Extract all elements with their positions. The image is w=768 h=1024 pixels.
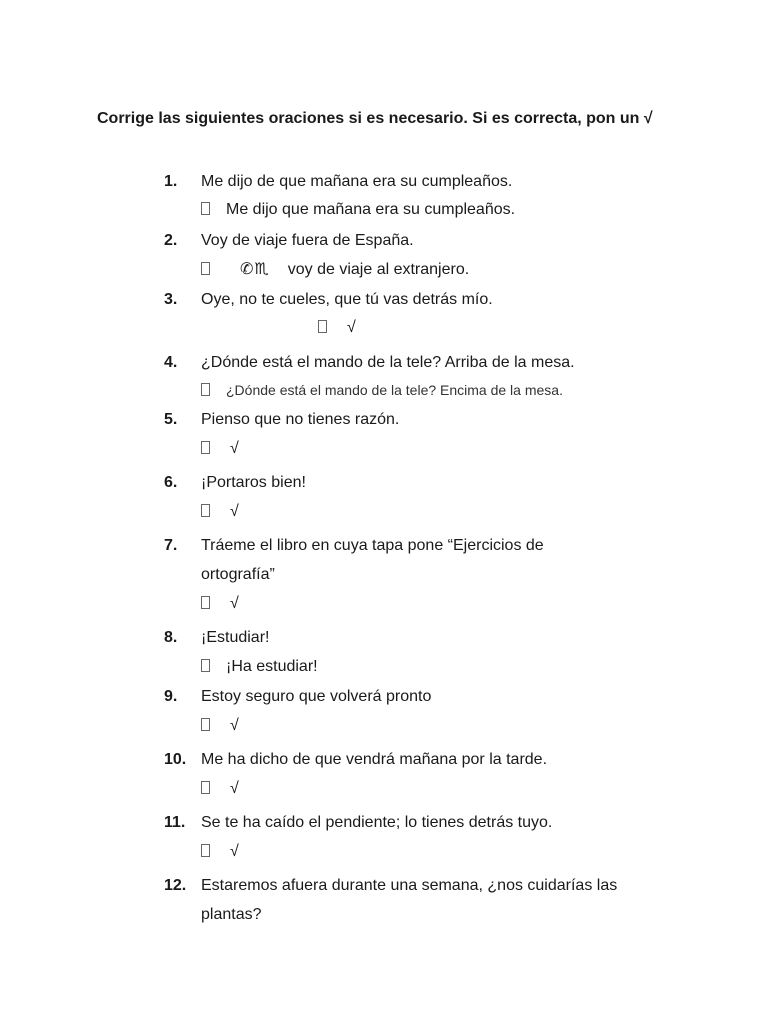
- checkbox-icon: [201, 383, 210, 396]
- checkbox-icon: [201, 262, 210, 275]
- item-answer: [318, 316, 356, 340]
- item-sentence: Tráeme el libro en cuya tapa pone “Ejercicios de ortografía”: [201, 537, 544, 583]
- answer-text: ¡Ha estudiar!: [226, 658, 318, 675]
- item-sentence: Oye, no te cueles, que tú vas detrás mío.: [201, 291, 493, 308]
- item-number: 1.: [164, 173, 178, 190]
- checkbox-icon: [318, 320, 327, 333]
- item-sentence: Me ha dicho de que vendrá mañana por la tarde.: [201, 751, 548, 768]
- check-mark: √: [230, 595, 239, 612]
- item-sentence: ¡Portaros bien!: [201, 474, 306, 491]
- checkbox-icon: [201, 441, 210, 454]
- item-answer: [201, 777, 239, 801]
- item-answer: [201, 500, 239, 524]
- item-sentence: Pienso que no tienes razón.: [201, 411, 400, 428]
- item-number: 4.: [164, 354, 178, 371]
- checkbox-icon: [201, 718, 210, 731]
- checkbox-icon: [201, 844, 210, 857]
- item-answer: [201, 840, 239, 864]
- item-answer: [201, 378, 563, 403]
- check-mark: √: [230, 717, 239, 734]
- checkbox-icon: [201, 504, 210, 517]
- checkbox-icon: [201, 596, 210, 609]
- item-answer: [201, 714, 239, 738]
- item-number: 10.: [164, 751, 187, 768]
- item-sentence: Estoy seguro que volverá pronto: [201, 688, 432, 705]
- item-answer: [201, 655, 318, 679]
- item-sentence: Estaremos afuera durante una semana, ¿nos cuidarías las plantas?: [201, 877, 618, 923]
- item-number: 12.: [164, 877, 187, 894]
- item-number: 6.: [164, 474, 178, 491]
- item-answer: [201, 592, 239, 616]
- check-mark: √: [347, 319, 356, 336]
- item-number: 5.: [164, 411, 178, 428]
- check-mark: √: [230, 780, 239, 797]
- item-number: 3.: [164, 291, 178, 308]
- item-number: 11.: [164, 814, 186, 831]
- item-number: 8.: [164, 629, 178, 646]
- instructions: Corrige las siguientes oraciones si es necesario. Si es correcta, pon un √: [97, 110, 653, 127]
- item-answer: [201, 257, 469, 282]
- answer-text: Me dijo que mañana era su cumpleaños.: [226, 201, 516, 218]
- answer-text: ¿Dónde está el mando de la tele? Encima de la mesa.: [226, 382, 563, 398]
- check-mark: √: [230, 843, 239, 860]
- item-sentence: ¡Estudiar!: [201, 629, 270, 646]
- answer-text: voy de viaje al extranjero.: [287, 261, 470, 278]
- checkbox-icon: [201, 781, 210, 794]
- item-sentence: Se te ha caído el pendiente; lo tienes detrás tuyo.: [201, 814, 553, 831]
- check-mark: √: [230, 440, 239, 457]
- item-answer: [201, 437, 239, 461]
- item-number: 7.: [164, 537, 178, 554]
- item-sentence: Voy de viaje fuera de España.: [201, 232, 414, 249]
- checkbox-icon: [201, 202, 210, 215]
- item-number: 9.: [164, 688, 178, 705]
- checkbox-icon: [201, 659, 210, 672]
- check-mark: √: [230, 503, 239, 520]
- garbled-symbols: ✆♏: [240, 259, 270, 278]
- item-answer: [201, 198, 515, 222]
- item-sentence: Me dijo de que mañana era su cumpleaños.: [201, 173, 513, 190]
- item-number: 2.: [164, 232, 178, 249]
- item-sentence: ¿Dónde está el mando de la tele? Arriba de la mesa.: [201, 354, 575, 371]
